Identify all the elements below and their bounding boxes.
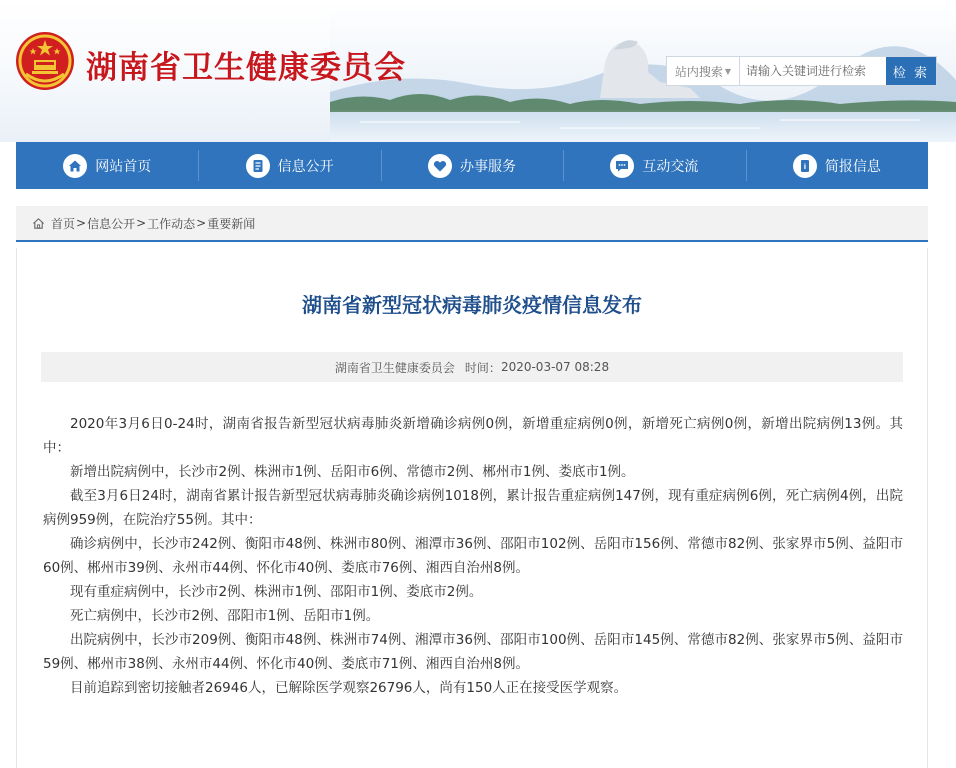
- article-title: 湖南省新型冠状病毒肺炎疫情信息发布: [302, 293, 642, 317]
- nav-item-label: 互动交流: [642, 158, 699, 175]
- article-paragraph: 出院病例中，长沙市209例、衡阳市48例、株洲市74例、湘潭市36例、邵阳市100例、岳阳市145例、常德市82例、张家界市5例、益阳市59例、郴州市38例、永州市44例、怀化市40例、娄底市71例、湘西自治州8例。: [43, 632, 903, 672]
- nav-item-services[interactable]: [381, 142, 563, 189]
- breadcrumb-separator: >: [196, 216, 207, 230]
- breadcrumb-link-home[interactable]: 首页: [51, 216, 76, 231]
- article-paragraph: 目前追踪到密切接触者26946人，已解除医学观察26796人，尚有150人正在接受医学观察。: [70, 680, 628, 696]
- nav-item-briefing[interactable]: [746, 142, 928, 189]
- article-time-label: 时间：: [464, 360, 501, 375]
- search-scope-select[interactable]: [667, 57, 740, 85]
- chat-icon: [610, 154, 634, 178]
- national-emblem-logo: [14, 30, 76, 92]
- nav-item-interaction[interactable]: [563, 142, 745, 189]
- chevron-down-icon: ▼: [724, 66, 732, 76]
- breadcrumb-separator: >: [136, 216, 147, 230]
- nav-item-label: 简报信息: [824, 158, 881, 175]
- breadcrumb-link-important-news[interactable]: 重要新闻: [207, 216, 256, 231]
- home-icon: [63, 154, 87, 178]
- search-input[interactable]: [740, 57, 886, 85]
- breadcrumb-link-work-news[interactable]: 工作动态: [147, 216, 196, 231]
- article-paragraph: 现有重症病例中，长沙市2例、株洲市1例、邵阳市1例、娄底市2例。: [70, 584, 483, 600]
- svg-text:i: i: [803, 162, 807, 171]
- breadcrumb-separator: >: [76, 216, 87, 230]
- search-button[interactable]: 检 索: [886, 57, 936, 85]
- heart-icon: [428, 154, 452, 178]
- search-bar: [666, 56, 937, 86]
- nav-item-home[interactable]: [16, 142, 198, 189]
- nav-item-info-disclosure[interactable]: [198, 142, 380, 189]
- main-nav: [16, 142, 928, 189]
- briefing-icon: [793, 154, 817, 178]
- article-paragraph: 死亡病例中，长沙市2例、邵阳市1例、岳阳市1例。: [70, 608, 380, 624]
- home-icon: [32, 217, 45, 230]
- nav-item-label: 办事服务: [460, 158, 517, 175]
- nav-item-label: 信息公开: [277, 158, 334, 175]
- breadcrumb-link-info-disclosure[interactable]: 信息公开: [87, 216, 136, 231]
- document-icon: [246, 154, 270, 178]
- article-time: 2020-03-07 08:28: [500, 360, 610, 374]
- article-paragraph: 确诊病例中，长沙市242例、衡阳市48例、株洲市80例、湘潭市36例、邵阳市102例、岳阳市156例、常德市82例、张家界市5例、益阳市60例、郴州市39例、永州市44例、怀化市40例、娄底市76例、湘西自治州8例。: [43, 536, 903, 576]
- article-content: [43, 412, 903, 700]
- article-paragraph: 2020年3月6日0-24时，湖南省报告新型冠状病毒肺炎新增确诊病例0例，新增重症病例0例，新增死亡病例0例，新增出院病例13例。其中：: [43, 416, 903, 456]
- site-title[interactable]: 湖南省卫生健康委员会: [86, 50, 406, 86]
- article: [16, 248, 928, 768]
- search-scope-label: 站内搜索: [674, 64, 723, 79]
- article-paragraph: 新增出院病例中，长沙市2例、株洲市1例、岳阳市6例、常德市2例、郴州市1例、娄底市1例。: [70, 464, 635, 480]
- site-header: [0, 0, 956, 142]
- breadcrumb: [16, 206, 928, 242]
- article-meta: [41, 352, 903, 382]
- nav-item-label: 网站首页: [95, 158, 152, 175]
- article-source: 湖南省卫生健康委员会: [334, 360, 455, 375]
- article-paragraph: 截至3月6日24时，湖南省累计报告新型冠状病毒肺炎确诊病例1018例，累计报告重症病例147例，现有重症病例6例，死亡病例4例，出院病例959例，在院治疗55例。其中：: [43, 488, 903, 528]
